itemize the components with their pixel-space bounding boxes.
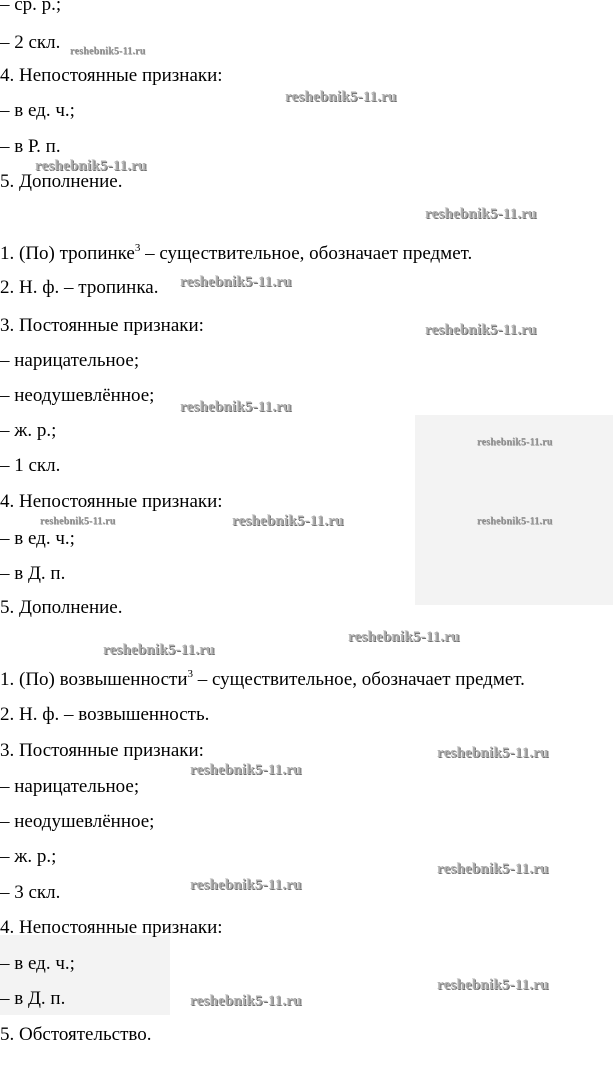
text-line: – нарицательное; [0,776,140,797]
footnote-mark: 3 [134,242,141,254]
text-line: – в Д. п. [0,988,66,1009]
text-line: – неодушевлённое; [0,811,155,832]
watermark: reshebnik5-11.ru [425,322,537,338]
watermark: reshebnik5-11.ru [437,861,549,877]
text-line: – 1 скл. [0,455,61,476]
watermark: reshebnik5-11.ru [437,745,549,761]
text-line: – неодушевлённое; [0,385,155,406]
watermark: reshebnik5-11.ru [477,437,553,448]
watermark: reshebnik5-11.ru [232,513,344,529]
watermark: reshebnik5-11.ru [348,629,460,645]
text-line: 3. Постоянные признаки: [0,740,204,761]
text-line: – ср. р.; [0,0,62,15]
text-segment: – существительное, обозначает предмет. [193,669,525,690]
watermark: reshebnik5-11.ru [425,206,537,222]
watermark: reshebnik5-11.ru [35,158,147,174]
watermark: reshebnik5-11.ru [40,516,116,527]
text-line: 5. Дополнение. [0,597,123,618]
text-line [0,669,525,691]
text-line: 4. Непостоянные признаки: [0,491,223,512]
text-line: 5. Обстоятельство. [0,1024,152,1045]
text-line: – в ед. ч.; [0,953,75,974]
text-line: – в Д. п. [0,563,66,584]
text-line [0,243,472,265]
text-segment: – существительное, обозначает предмет. [140,243,473,264]
watermark: reshebnik5-11.ru [285,89,397,105]
text-line: 2. Н. ф. – возвышенность. [0,704,210,725]
text-line: – нарицательное; [0,350,140,371]
text-segment: 1. (По) тропинке [0,243,135,264]
text-line: 4. Непостоянные признаки: [0,65,223,86]
text-line: 4. Непостоянные признаки: [0,917,223,938]
watermark: reshebnik5-11.ru [70,46,146,57]
watermark: reshebnik5-11.ru [180,274,292,290]
text-segment: 1. (По) возвышенности [0,669,188,690]
watermark: reshebnik5-11.ru [180,399,292,415]
watermark: reshebnik5-11.ru [190,762,302,778]
text-line: – в Р. п. [0,136,61,157]
text-line: – ж. р.; [0,420,57,441]
watermark: reshebnik5-11.ru [103,642,215,658]
text-line: – в ед. ч.; [0,528,75,549]
footnote-mark: 3 [187,668,193,680]
watermark: reshebnik5-11.ru [190,993,302,1009]
text-line: 3. Постоянные признаки: [0,315,204,336]
text-line: 2. Н. ф. – тропинка. [0,277,159,298]
text-line: – ж. р.; [0,846,57,867]
watermark: reshebnik5-11.ru [477,516,553,527]
watermark: reshebnik5-11.ru [190,877,302,893]
text-line: – 2 скл. [0,32,61,53]
text-line: – 3 скл. [0,882,61,903]
watermark: reshebnik5-11.ru [437,977,549,993]
text-line: – в ед. ч.; [0,100,75,121]
text-line: 5. Дополнение. [0,171,123,192]
